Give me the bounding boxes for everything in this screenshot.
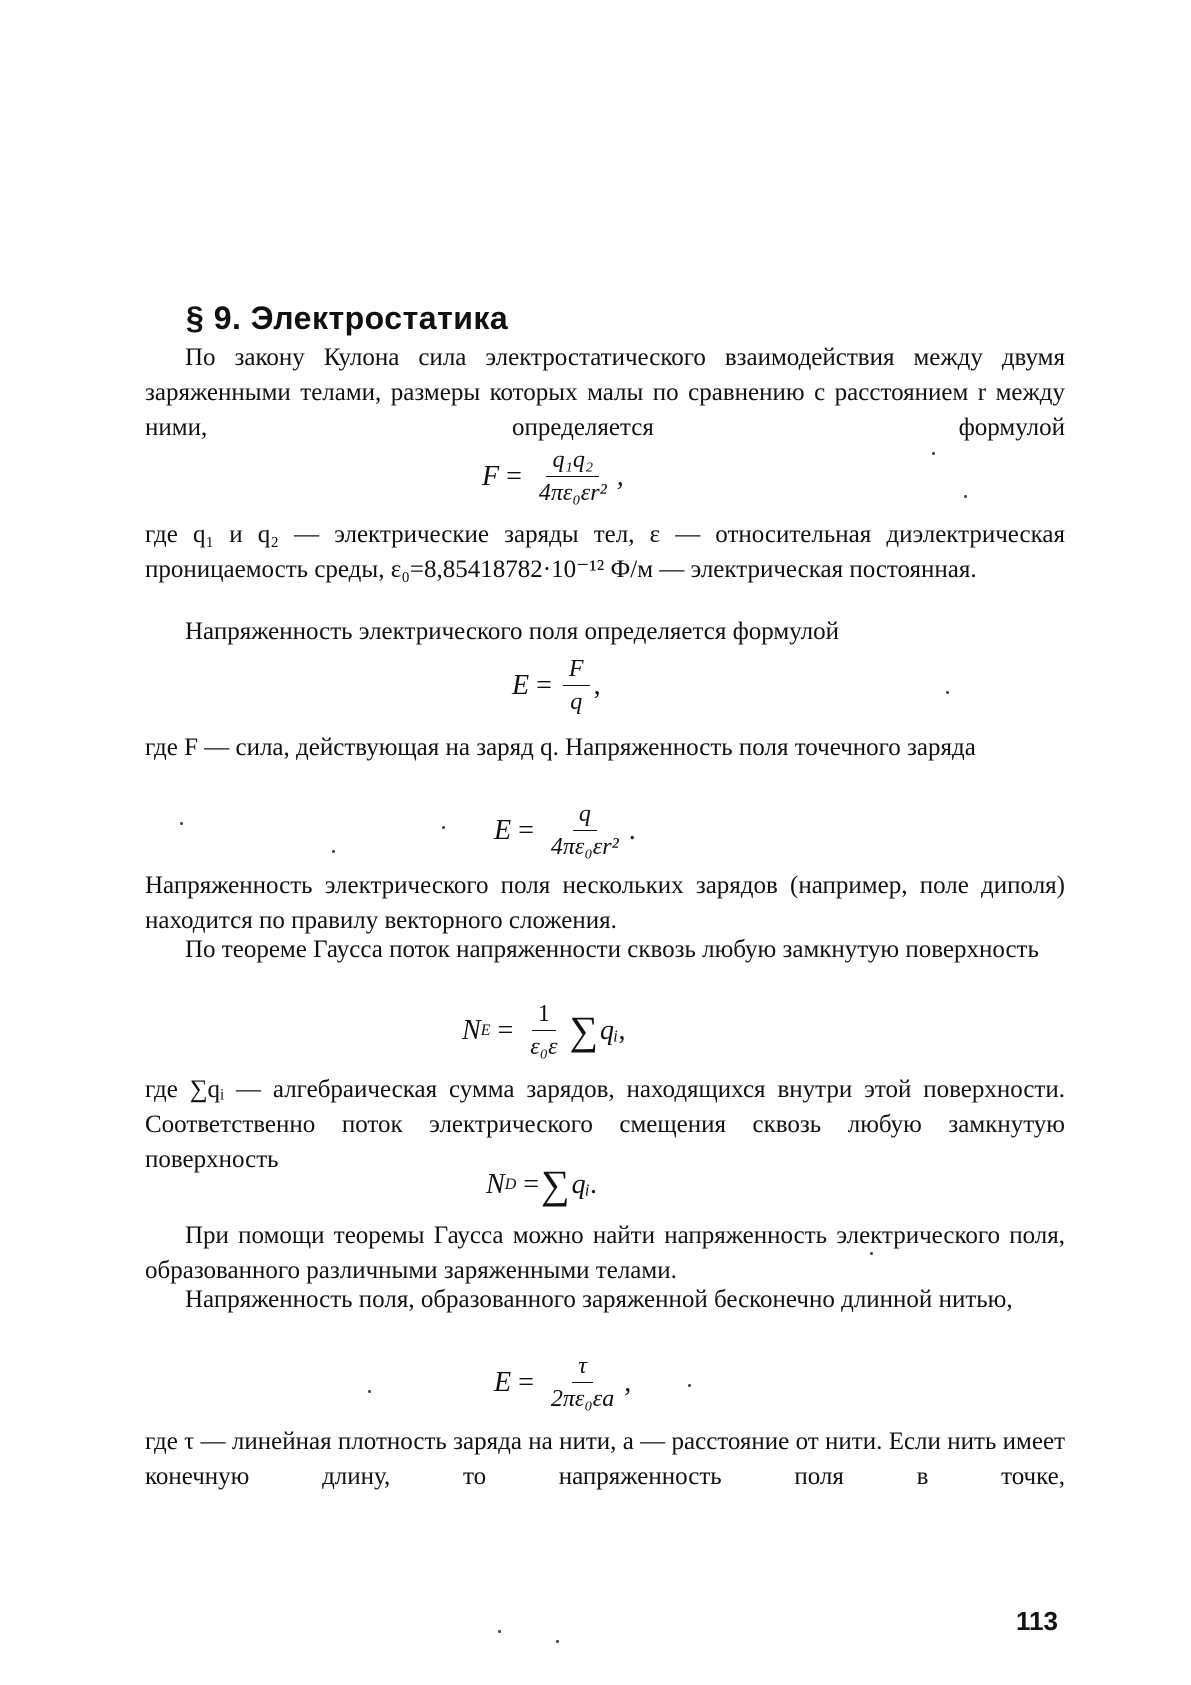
formula-denominator: 2πε₀εa: [550, 1386, 615, 1412]
scan-speck: [442, 826, 445, 829]
formula-displacement-flux: N D = ∑ qᵢ .: [486, 1162, 597, 1207]
summation-sign: ∑: [569, 1007, 599, 1053]
paragraph-charges-definition: где q₁ и q₂ — электрические заряды тел, ε — относительная диэлектрическая проницаемость среды, ε₀=8,85418782·10⁻¹² Ф/м — электрическая постоянная.: [145, 521, 1065, 583]
formula-punctuation: .: [628, 814, 636, 846]
formula-denominator: 4πε₀εr²: [550, 834, 619, 860]
paragraph-coulomb-law: По закону Кулона сила электростатического взаимодействия между двумя заряженными телами, размеры которых малы по сравнению с расстоянием r между ними, определяется формулой: [145, 344, 1065, 441]
formula-numerator: q₁q₂: [546, 446, 599, 477]
page-number: 113: [1016, 1606, 1058, 1636]
formula-lhs: N: [486, 1169, 505, 1200]
formula-rhs: qᵢ: [571, 1169, 590, 1200]
scan-speck: [498, 1630, 501, 1633]
paragraph-linear-density: где τ — линейная плотность заряда на нити, a — расстояние от нити. Если нить имеет конечную длину, то напряженность поля в точке,: [145, 1428, 1065, 1490]
formula-punctuation: ,: [618, 1014, 626, 1046]
formula-numerator: F: [563, 655, 590, 686]
formula-punctuation: .: [590, 1169, 597, 1200]
formula-punctuation: ,: [616, 460, 624, 492]
formula-denominator: 4πε₀εr²: [538, 480, 607, 506]
formula-lhs: E: [494, 1366, 512, 1398]
formula-point-charge-field: E = $\frac{q}{\text{4πε₀εr²}}$ .: [494, 801, 636, 860]
paragraph-infinite-thread: Напряженность поля, образованного заряженной бесконечно длинной нитью,: [185, 1286, 1013, 1313]
formula-punctuation: ,: [624, 1366, 632, 1398]
formula-punctuation: ,: [593, 669, 601, 701]
scan-speck: [870, 1252, 873, 1255]
formula-numerator: q: [573, 800, 597, 831]
section-heading: § 9. Электростатика: [186, 300, 509, 336]
scan-speck: [556, 1640, 559, 1643]
formula-fraction: [545, 1352, 620, 1413]
scan-speck: [332, 850, 335, 853]
scan-speck: [368, 1390, 371, 1393]
formula-fraction: [563, 655, 590, 716]
formula-coulomb-force: F = $\frac{\text{q₁q₂}}{\text{4πε₀εr²}}$ ,: [482, 447, 624, 506]
formula-lhs: F: [482, 460, 500, 492]
formula-lhs: N: [462, 1014, 481, 1046]
formula-thread-field: E = $\frac{\tau}{\text{2πε₀εa}}$ ,: [494, 1353, 632, 1412]
scan-speck: [688, 1384, 691, 1387]
paragraph-algebraic-sum: где ∑qᵢ — алгебраическая сумма зарядов, находящихся внутри этой поверхности. Соответственно поток электрического смещения сквозь любую замкнутую поверхность: [145, 1076, 1065, 1173]
formula-numerator: τ: [572, 1352, 593, 1383]
formula-denominator: q: [570, 689, 583, 715]
paragraph-field-strength: Напряженность электрического поля определяется формулой: [185, 618, 839, 645]
formula-fraction: [545, 800, 625, 861]
paragraph-gauss-application: При помощи теоремы Гаусса можно найти напряженность электрического поля, образованного различными заряженными телами.: [145, 1222, 1065, 1284]
scan-speck: [946, 691, 949, 694]
paragraph-force-on-charge: где F — сила, действующая на заряд q. Напряженность поля точечного заряда: [145, 734, 976, 761]
summation-sign: ∑: [541, 1162, 570, 1207]
formula-lhs: E: [494, 814, 512, 846]
formula-denominator: ε₀ε: [530, 1034, 558, 1060]
formula-lhs-subscript: D: [504, 1176, 517, 1193]
formula-fraction: [533, 446, 613, 507]
formula-numerator: 1: [532, 1000, 556, 1031]
formula-gauss-flux: N E = $\frac{1}{\text{ε₀ε}}$ ∑ qᵢ ,: [462, 1001, 626, 1060]
scan-speck: [932, 452, 935, 455]
formula-lhs: E: [512, 669, 530, 701]
formula-rhs: qᵢ: [600, 1014, 619, 1046]
formula-field-strength: E = $\frac{F}{q}$ ,: [512, 656, 601, 715]
scan-speck: [180, 822, 183, 825]
paragraph-gauss-theorem: По теореме Гаусса поток напряженности сквозь любую замкнутую поверхность: [185, 936, 1039, 963]
formula-fraction: [524, 1000, 563, 1061]
paragraph-superposition: Напряженность электрического поля нескольких зарядов (например, поле диполя) находится по правилу векторного сложения.: [145, 872, 1065, 934]
formula-lhs-subscript: E: [480, 1021, 491, 1039]
scan-speck: [964, 495, 967, 498]
